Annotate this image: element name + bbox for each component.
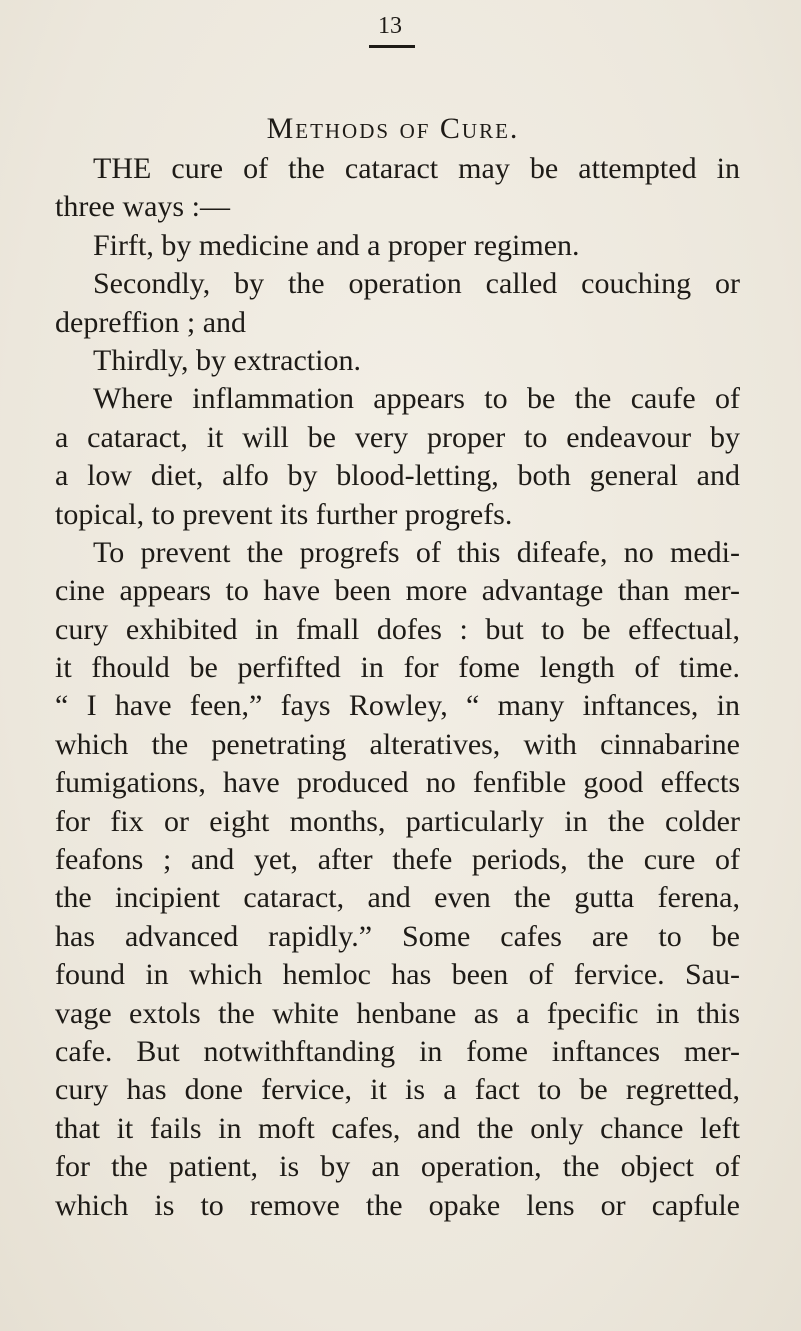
text-line: THE cure of the cataract may be attempted in [93, 152, 740, 185]
text-line: Thirdly, by extraction. [93, 343, 361, 377]
text-line: for the patient, is by an operation, the object of [55, 1150, 740, 1184]
text-line: cury has done fervice, it is a fact to be regretted, [55, 1073, 740, 1107]
text-line: has advanced rapidly.” Some cafes are to be [55, 919, 740, 953]
text-line: cine appears to have been more advantage than mer- [55, 574, 740, 608]
text-line: feafons ; and yet, after thefe periods, the cure of [55, 843, 740, 877]
section-heading: Methods of Cure. [266, 112, 520, 145]
body-text [55, 150, 740, 1225]
text-line: vage extols the white henbane as a fpecific in this [55, 996, 740, 1030]
text-line: “ I have feen,” fays Rowley, “ many inftances, in [55, 689, 740, 723]
text-line: Where inflammation appears to be the caufe of [93, 382, 740, 416]
text-line: Firft, by medicine and a proper regimen. [93, 228, 580, 262]
text-line: topical, to prevent its further progrefs. [55, 497, 513, 531]
text-line: cafe. But notwithftanding in fome inftances mer- [55, 1034, 740, 1068]
header-rule [369, 45, 415, 48]
text-line: fumigations, have produced no fenfible good effects [55, 766, 740, 800]
text-line: Secondly, by the operation called couching or [93, 267, 740, 301]
text-line: cury exhibited in fmall dofes : but to be effectual, [55, 612, 740, 646]
text-line: found in which hemloc has been of fervice. Sau- [55, 958, 740, 992]
text-line: which the penetrating alteratives, with cinnabarine [55, 727, 740, 761]
text-line: three ways :— [55, 190, 230, 224]
text-line: it fhould be perfifted in for fome length of time. [55, 651, 740, 685]
text-line: the incipient cataract, and even the gutta ferena, [55, 881, 740, 915]
text-line: depreffion ; and [55, 305, 247, 339]
page-number: 13 [378, 13, 402, 39]
text-line: To prevent the progrefs of this difeafe, no medi- [93, 535, 740, 569]
text-line: for fix or eight months, particularly in the colder [55, 804, 740, 838]
text-line: that it fails in moft cafes, and the only chance left [55, 1111, 740, 1145]
text-line: a low diet, alfo by blood-letting, both general and [55, 459, 740, 493]
text-line: which is to remove the opake lens or capfule [55, 1188, 740, 1222]
text-line: a cataract, it will be very proper to endeavour by [55, 420, 740, 454]
